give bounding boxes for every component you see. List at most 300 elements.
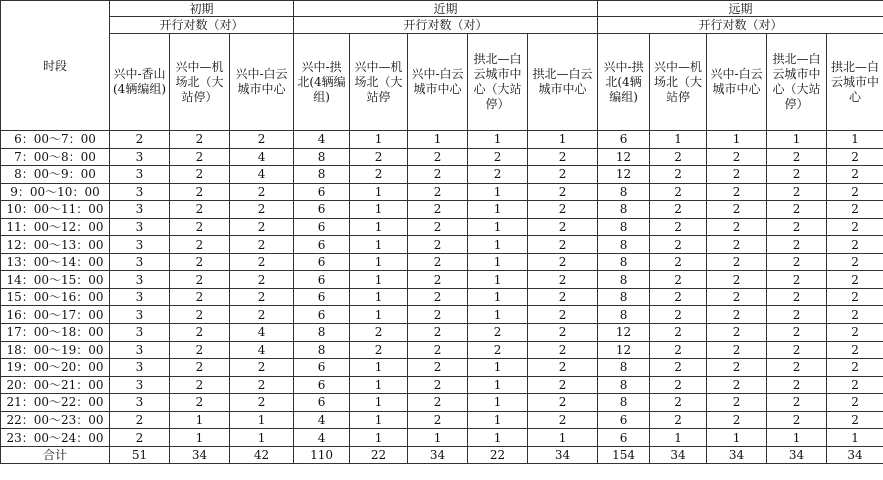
value-cell: 2 <box>408 218 468 236</box>
value-cell: 1 <box>350 306 408 324</box>
value-cell: 2 <box>170 288 230 306</box>
value-cell: 2 <box>408 411 468 429</box>
value-cell: 8 <box>294 341 350 359</box>
value-cell: 2 <box>827 166 883 184</box>
value-cell: 2 <box>650 306 707 324</box>
value-cell: 2 <box>767 201 827 219</box>
value-cell: 2 <box>707 236 767 254</box>
value-cell: 2 <box>827 288 883 306</box>
value-cell: 6 <box>294 183 350 201</box>
value-cell: 3 <box>110 218 170 236</box>
value-cell: 8 <box>598 183 650 201</box>
value-cell: 2 <box>350 341 408 359</box>
value-cell: 2 <box>767 271 827 289</box>
total-cell: 34 <box>707 446 767 463</box>
value-cell: 2 <box>350 166 408 184</box>
value-cell: 1 <box>827 429 883 447</box>
value-cell: 1 <box>350 376 408 394</box>
table-row <box>1 148 883 166</box>
column-header: 兴中—机场北（大站停 <box>350 34 408 131</box>
value-cell: 1 <box>468 236 528 254</box>
value-cell: 1 <box>468 201 528 219</box>
value-cell: 6 <box>294 271 350 289</box>
value-cell: 3 <box>110 306 170 324</box>
value-cell: 2 <box>350 148 408 166</box>
value-cell: 2 <box>230 376 294 394</box>
table-row <box>1 411 883 429</box>
value-cell: 2 <box>408 341 468 359</box>
value-cell: 2 <box>528 341 598 359</box>
value-cell: 8 <box>598 271 650 289</box>
value-cell: 8 <box>598 359 650 377</box>
period-cell: 9：00～10：00 <box>1 183 110 201</box>
value-cell: 6 <box>598 429 650 447</box>
value-cell: 2 <box>170 183 230 201</box>
value-cell: 3 <box>110 359 170 377</box>
value-cell: 3 <box>110 376 170 394</box>
value-cell: 2 <box>767 341 827 359</box>
value-cell: 2 <box>230 288 294 306</box>
value-cell: 2 <box>468 324 528 342</box>
value-cell: 2 <box>230 306 294 324</box>
value-cell: 2 <box>827 324 883 342</box>
value-cell: 2 <box>528 253 598 271</box>
value-cell: 2 <box>408 236 468 254</box>
value-cell: 1 <box>468 288 528 306</box>
value-cell: 4 <box>230 341 294 359</box>
value-cell: 3 <box>110 148 170 166</box>
value-cell: 1 <box>408 131 468 149</box>
total-cell: 22 <box>468 446 528 463</box>
value-cell: 2 <box>170 201 230 219</box>
value-cell: 2 <box>827 271 883 289</box>
value-cell: 2 <box>827 201 883 219</box>
value-cell: 2 <box>707 166 767 184</box>
table-row <box>1 359 883 377</box>
value-cell: 2 <box>767 236 827 254</box>
value-cell: 8 <box>598 288 650 306</box>
table-row <box>1 306 883 324</box>
period-cell: 11：00～12：00 <box>1 218 110 236</box>
column-header: 兴中—机场北（大站停 <box>650 34 707 131</box>
value-cell: 1 <box>468 253 528 271</box>
value-cell: 2 <box>827 306 883 324</box>
total-cell: 34 <box>408 446 468 463</box>
period-cell: 16：00～17：00 <box>1 306 110 324</box>
value-cell: 2 <box>650 376 707 394</box>
value-cell: 1 <box>170 429 230 447</box>
value-cell: 2 <box>408 253 468 271</box>
value-cell: 1 <box>350 253 408 271</box>
value-cell: 2 <box>650 201 707 219</box>
value-cell: 12 <box>598 148 650 166</box>
value-cell: 2 <box>170 394 230 412</box>
column-header: 兴中-拱北(4辆编组) <box>598 34 650 131</box>
group-header-row <box>1 1 883 17</box>
value-cell: 6 <box>294 394 350 412</box>
value-cell: 2 <box>408 394 468 412</box>
value-cell: 2 <box>707 306 767 324</box>
total-row <box>1 446 883 463</box>
value-cell: 1 <box>408 429 468 447</box>
value-cell: 2 <box>827 218 883 236</box>
value-cell: 3 <box>110 324 170 342</box>
value-cell: 3 <box>110 166 170 184</box>
value-cell: 2 <box>767 183 827 201</box>
period-cell: 19：00～20：00 <box>1 359 110 377</box>
total-cell: 154 <box>598 446 650 463</box>
value-cell: 1 <box>468 411 528 429</box>
value-cell: 3 <box>110 341 170 359</box>
value-cell: 2 <box>408 324 468 342</box>
value-cell: 2 <box>528 359 598 377</box>
column-header: 兴中-拱北(4辆编组) <box>294 34 350 131</box>
value-cell: 1 <box>350 271 408 289</box>
value-cell: 2 <box>650 253 707 271</box>
value-cell: 2 <box>707 288 767 306</box>
total-cell: 42 <box>230 446 294 463</box>
value-cell: 2 <box>170 131 230 149</box>
value-cell: 1 <box>767 429 827 447</box>
value-cell: 2 <box>707 324 767 342</box>
column-header: 兴中-白云城市中心 <box>408 34 468 131</box>
period-cell: 20：00～21：00 <box>1 376 110 394</box>
value-cell: 2 <box>528 236 598 254</box>
value-cell: 8 <box>598 306 650 324</box>
value-cell: 2 <box>827 236 883 254</box>
value-cell: 2 <box>707 359 767 377</box>
value-cell: 2 <box>110 131 170 149</box>
value-cell: 6 <box>294 376 350 394</box>
value-cell: 2 <box>767 359 827 377</box>
value-cell: 2 <box>528 394 598 412</box>
sub-header-near: 开行对数（对） <box>294 17 598 34</box>
total-label: 合计 <box>1 446 110 463</box>
table-row <box>1 429 883 447</box>
total-cell: 34 <box>528 446 598 463</box>
group-header-initial: 初期 <box>110 1 294 17</box>
value-cell: 1 <box>350 429 408 447</box>
value-cell: 2 <box>707 376 767 394</box>
table-row <box>1 288 883 306</box>
value-cell: 2 <box>468 166 528 184</box>
value-cell: 2 <box>110 411 170 429</box>
period-cell: 21：00～22：00 <box>1 394 110 412</box>
table-row <box>1 236 883 254</box>
value-cell: 1 <box>528 429 598 447</box>
value-cell: 2 <box>707 218 767 236</box>
value-cell: 2 <box>767 166 827 184</box>
value-cell: 3 <box>110 236 170 254</box>
value-cell: 4 <box>230 166 294 184</box>
value-cell: 8 <box>598 376 650 394</box>
value-cell: 2 <box>767 253 827 271</box>
group-header-near: 近期 <box>294 1 598 17</box>
value-cell: 2 <box>827 411 883 429</box>
column-header: 兴中-白云城市中心 <box>230 34 294 131</box>
column-header: 拱北—白云城市中心（大站停） <box>767 34 827 131</box>
value-cell: 4 <box>230 324 294 342</box>
value-cell: 1 <box>468 429 528 447</box>
value-cell: 3 <box>110 271 170 289</box>
value-cell: 2 <box>650 288 707 306</box>
value-cell: 1 <box>827 131 883 149</box>
value-cell: 2 <box>767 306 827 324</box>
period-cell: 14：00～15：00 <box>1 271 110 289</box>
table-row <box>1 341 883 359</box>
value-cell: 2 <box>170 236 230 254</box>
value-cell: 12 <box>598 324 650 342</box>
value-cell: 2 <box>528 411 598 429</box>
value-cell: 2 <box>230 271 294 289</box>
value-cell: 6 <box>598 411 650 429</box>
total-cell: 34 <box>650 446 707 463</box>
value-cell: 2 <box>650 359 707 377</box>
value-cell: 2 <box>528 148 598 166</box>
value-cell: 8 <box>598 253 650 271</box>
total-cell: 22 <box>350 446 408 463</box>
value-cell: 2 <box>767 218 827 236</box>
value-cell: 2 <box>707 271 767 289</box>
value-cell: 2 <box>767 148 827 166</box>
value-cell: 2 <box>170 166 230 184</box>
value-cell: 2 <box>408 183 468 201</box>
value-cell: 2 <box>650 166 707 184</box>
value-cell: 1 <box>350 394 408 412</box>
value-cell: 2 <box>827 359 883 377</box>
value-cell: 2 <box>170 376 230 394</box>
value-cell: 2 <box>408 306 468 324</box>
value-cell: 3 <box>110 288 170 306</box>
value-cell: 1 <box>468 359 528 377</box>
value-cell: 2 <box>767 394 827 412</box>
value-cell: 3 <box>110 183 170 201</box>
value-cell: 1 <box>350 218 408 236</box>
value-cell: 2 <box>528 288 598 306</box>
value-cell: 2 <box>528 306 598 324</box>
value-cell: 2 <box>528 183 598 201</box>
value-cell: 2 <box>230 394 294 412</box>
table-row <box>1 166 883 184</box>
column-header-row <box>1 34 883 131</box>
value-cell: 2 <box>827 253 883 271</box>
value-cell: 2 <box>707 411 767 429</box>
value-cell: 1 <box>468 218 528 236</box>
value-cell: 1 <box>350 131 408 149</box>
value-cell: 6 <box>294 359 350 377</box>
value-cell: 2 <box>230 183 294 201</box>
value-cell: 1 <box>650 429 707 447</box>
value-cell: 2 <box>650 148 707 166</box>
value-cell: 1 <box>230 411 294 429</box>
value-cell: 4 <box>230 148 294 166</box>
value-cell: 3 <box>110 394 170 412</box>
table-row <box>1 253 883 271</box>
value-cell: 2 <box>650 411 707 429</box>
value-cell: 2 <box>230 131 294 149</box>
value-cell: 8 <box>598 394 650 412</box>
value-cell: 8 <box>598 218 650 236</box>
value-cell: 2 <box>528 166 598 184</box>
period-cell: 22：00～23：00 <box>1 411 110 429</box>
value-cell: 2 <box>707 341 767 359</box>
value-cell: 2 <box>827 341 883 359</box>
value-cell: 1 <box>468 376 528 394</box>
value-cell: 2 <box>170 148 230 166</box>
period-cell: 23：00～24：00 <box>1 429 110 447</box>
table-row <box>1 131 883 149</box>
value-cell: 2 <box>408 288 468 306</box>
value-cell: 6 <box>294 288 350 306</box>
value-cell: 1 <box>468 131 528 149</box>
value-cell: 2 <box>230 218 294 236</box>
value-cell: 4 <box>294 411 350 429</box>
period-cell: 18：00～19：00 <box>1 341 110 359</box>
value-cell: 6 <box>598 131 650 149</box>
column-header: 拱北—白云城市中心 <box>528 34 598 131</box>
value-cell: 2 <box>408 271 468 289</box>
value-cell: 1 <box>350 288 408 306</box>
table-row <box>1 324 883 342</box>
value-cell: 1 <box>767 131 827 149</box>
period-cell: 12：00～13：00 <box>1 236 110 254</box>
value-cell: 1 <box>350 183 408 201</box>
value-cell: 2 <box>827 183 883 201</box>
value-cell: 2 <box>408 201 468 219</box>
value-cell: 1 <box>707 429 767 447</box>
period-cell: 8：00～9：00 <box>1 166 110 184</box>
value-cell: 2 <box>170 271 230 289</box>
column-header: 拱北—白云城市中心（大站停） <box>468 34 528 131</box>
sub-header-far: 开行对数（对） <box>598 17 883 34</box>
value-cell: 8 <box>294 148 350 166</box>
value-cell: 1 <box>350 359 408 377</box>
period-header: 时段 <box>1 1 110 131</box>
value-cell: 2 <box>170 218 230 236</box>
total-cell: 110 <box>294 446 350 463</box>
value-cell: 2 <box>170 324 230 342</box>
value-cell: 2 <box>650 324 707 342</box>
column-header: 兴中—机场北（大站停） <box>170 34 230 131</box>
value-cell: 2 <box>408 148 468 166</box>
value-cell: 8 <box>598 201 650 219</box>
value-cell: 4 <box>294 429 350 447</box>
value-cell: 2 <box>827 148 883 166</box>
column-header: 拱北—白云城市中心 <box>827 34 883 131</box>
value-cell: 2 <box>767 288 827 306</box>
value-cell: 2 <box>827 394 883 412</box>
value-cell: 2 <box>707 148 767 166</box>
period-cell: 10：00～11：00 <box>1 201 110 219</box>
value-cell: 12 <box>598 341 650 359</box>
table-row <box>1 218 883 236</box>
value-cell: 1 <box>170 411 230 429</box>
table-row <box>1 394 883 412</box>
value-cell: 6 <box>294 306 350 324</box>
value-cell: 2 <box>230 253 294 271</box>
column-header: 兴中-白云城市中心 <box>707 34 767 131</box>
value-cell: 2 <box>650 218 707 236</box>
period-cell: 6：00～7：00 <box>1 131 110 149</box>
value-cell: 2 <box>827 376 883 394</box>
value-cell: 1 <box>650 131 707 149</box>
value-cell: 2 <box>170 306 230 324</box>
total-cell: 34 <box>827 446 883 463</box>
value-cell: 2 <box>408 359 468 377</box>
table-row <box>1 271 883 289</box>
value-cell: 2 <box>408 376 468 394</box>
value-cell: 2 <box>110 429 170 447</box>
value-cell: 2 <box>767 411 827 429</box>
value-cell: 1 <box>350 236 408 254</box>
value-cell: 2 <box>650 271 707 289</box>
value-cell: 3 <box>110 253 170 271</box>
total-cell: 34 <box>170 446 230 463</box>
value-cell: 2 <box>528 218 598 236</box>
value-cell: 1 <box>350 411 408 429</box>
value-cell: 2 <box>528 376 598 394</box>
value-cell: 2 <box>707 183 767 201</box>
table-row <box>1 201 883 219</box>
value-cell: 1 <box>468 271 528 289</box>
value-cell: 8 <box>294 324 350 342</box>
value-cell: 8 <box>294 166 350 184</box>
value-cell: 2 <box>707 253 767 271</box>
value-cell: 2 <box>170 359 230 377</box>
value-cell: 2 <box>767 324 827 342</box>
value-cell: 2 <box>230 201 294 219</box>
value-cell: 1 <box>230 429 294 447</box>
value-cell: 2 <box>650 394 707 412</box>
value-cell: 2 <box>350 324 408 342</box>
value-cell: 3 <box>110 201 170 219</box>
period-cell: 17：00～18：00 <box>1 324 110 342</box>
value-cell: 2 <box>650 183 707 201</box>
value-cell: 2 <box>468 148 528 166</box>
value-cell: 2 <box>468 341 528 359</box>
value-cell: 2 <box>767 376 827 394</box>
value-cell: 8 <box>598 236 650 254</box>
period-cell: 15：00～16：00 <box>1 288 110 306</box>
value-cell: 2 <box>650 341 707 359</box>
sub-header-row <box>1 17 883 34</box>
value-cell: 6 <box>294 253 350 271</box>
period-cell: 13：00～14：00 <box>1 253 110 271</box>
value-cell: 6 <box>294 236 350 254</box>
value-cell: 1 <box>468 183 528 201</box>
period-cell: 7：00～8：00 <box>1 148 110 166</box>
value-cell: 2 <box>230 236 294 254</box>
total-cell: 34 <box>767 446 827 463</box>
value-cell: 1 <box>468 394 528 412</box>
value-cell: 2 <box>528 324 598 342</box>
table-body <box>1 1 883 464</box>
value-cell: 2 <box>707 201 767 219</box>
value-cell: 1 <box>528 131 598 149</box>
table-row <box>1 183 883 201</box>
value-cell: 2 <box>528 271 598 289</box>
value-cell: 2 <box>408 166 468 184</box>
table-row <box>1 376 883 394</box>
value-cell: 2 <box>650 236 707 254</box>
total-cell: 51 <box>110 446 170 463</box>
value-cell: 12 <box>598 166 650 184</box>
value-cell: 6 <box>294 201 350 219</box>
value-cell: 2 <box>707 394 767 412</box>
group-header-far: 远期 <box>598 1 883 17</box>
value-cell: 2 <box>170 341 230 359</box>
sub-header-initial: 开行对数（对） <box>110 17 294 34</box>
